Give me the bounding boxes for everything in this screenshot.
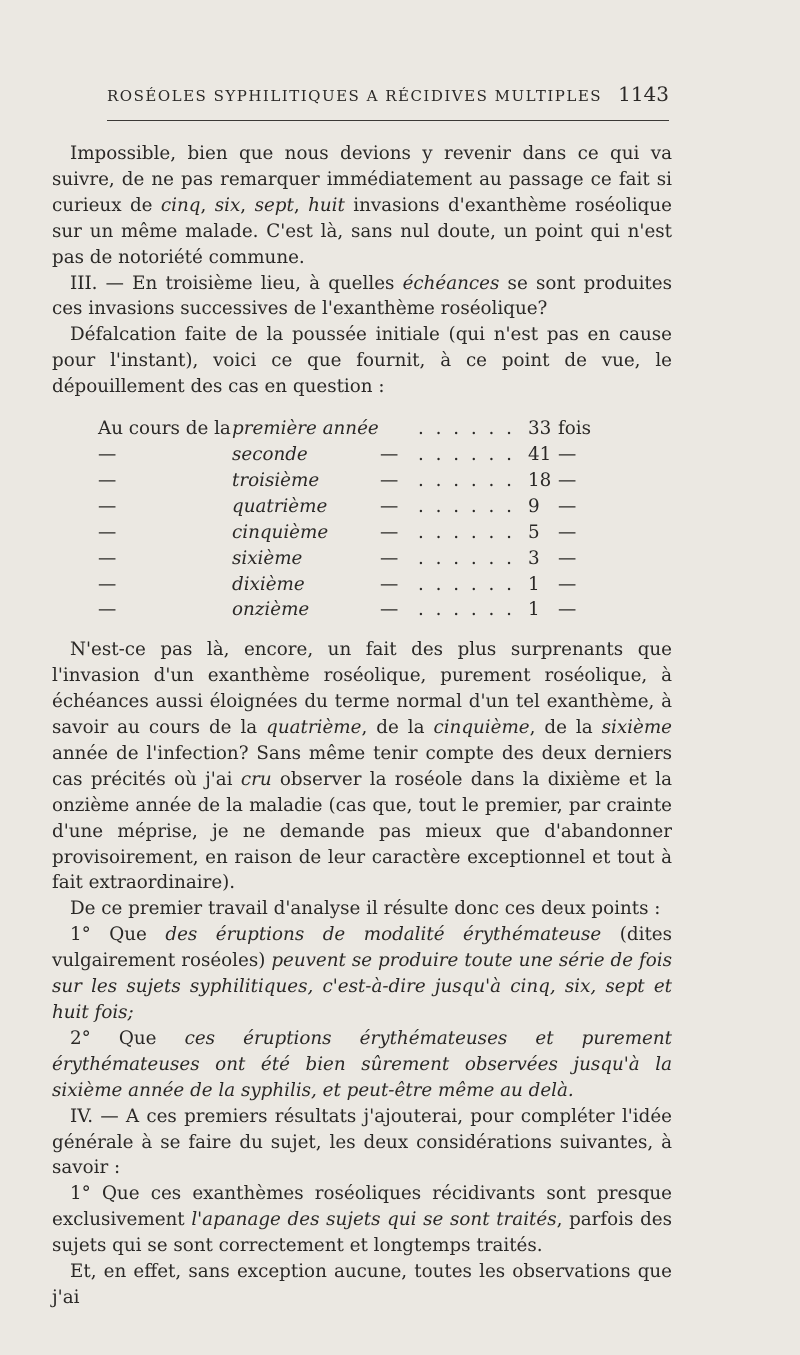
paragraph-10: Et, en effet, sans exception aucune, toutes les observations que j'ai: [52, 1261, 672, 1308]
italic-run: des éruptions de modalité érythémateuse: [165, 924, 602, 946]
paragraph-2: [52, 271, 672, 323]
text-run: , de la: [361, 717, 434, 739]
row-leader-dots: . . . . . .: [418, 521, 515, 543]
text-run: année de l'infection? Sans même tenir compte des deux derniers cas précités où j'ai: [52, 742, 672, 790]
row-unit: —: [558, 469, 577, 491]
text-run: 2° Que: [70, 1027, 185, 1049]
text-run: ,: [240, 194, 255, 216]
row-prefix: —: [98, 599, 117, 621]
table-row: [98, 416, 591, 442]
row-count: 1: [528, 599, 540, 621]
text-run: , parfois des sujets qui se sont correctement et longtemps traités.: [52, 1209, 672, 1257]
paragraph-6: [52, 922, 672, 1026]
text-run: III. — En troisième lieu, à quelles: [70, 272, 403, 294]
italic-run: peuvent se produire toute une série de fois sur les sujets syphilitiques, c'est-à-dire jusqu'à cinq, six, sept et huit fois;: [52, 950, 672, 1023]
row-prefix: Au cours de la: [98, 418, 231, 440]
row-unit: —: [558, 573, 577, 595]
row-dash: —: [380, 469, 399, 491]
body-text: [52, 141, 672, 1311]
row-prefix: —: [98, 443, 117, 465]
row-year: quatrième: [232, 495, 328, 517]
paragraph-3: Défalcation faite de la poussée initiale (qui n'est pas en cause pour l'instant), voici ce que fournit, à ce point de vue, le dépouillement des cas en question :: [52, 324, 672, 398]
text-run: Impossible, bien que nous devions y revenir dans ce qui va suivre, de ne pas remarquer immédiatement au passage ce fait si curieux de: [52, 143, 672, 216]
italic-run: quatrième: [266, 717, 362, 739]
table-row: [98, 572, 591, 598]
italic-run: sept: [254, 194, 294, 216]
row-unit: —: [558, 495, 577, 517]
row-count: 41: [528, 443, 552, 465]
row-dash: —: [380, 599, 399, 621]
row-dash: —: [380, 547, 399, 569]
paragraph-8: IV. — A ces premiers résultats j'ajouterai, pour compléter l'idée générale à se faire du sujet, les deux considérations suivantes, à savoir :: [52, 1105, 672, 1179]
italic-run: échéances: [402, 272, 500, 294]
table-row: [98, 468, 591, 494]
page-header: [107, 82, 669, 106]
text-run: N'est-ce pas là, encore, un fait des plus surprenants que l'invasion d'un exanthème roséolique, purement roséolique, à échéances aussi éloignées du terme normal d'un tel exanthème, à savoir au cours de la: [52, 639, 672, 739]
row-leader-dots: . . . . . .: [418, 547, 515, 569]
text-run: observer la roséole dans la dixième et la onzième année de la maladie (cas que, tout le premier, par crainte d'une méprise, je ne demande pas mieux que d'abandonner provisoirement, en raison de leur caractère exceptionnel et tout à fait extraordinaire).: [52, 768, 672, 894]
header-rule: [107, 120, 669, 121]
italic-run: cinq: [160, 194, 201, 216]
row-year: première année: [232, 418, 379, 440]
row-year: onzième: [232, 599, 310, 621]
italic-run: l'apanage des sujets qui se sont traités: [191, 1209, 557, 1231]
italic-run: six: [214, 194, 241, 216]
italic-run: ces éruptions érythémateuses et purement érythémateuses ont été bien sûrement observées jusqu'à la sixième année de la syphilis, et peut-être même au delà.: [52, 1027, 672, 1101]
row-year: seconde: [232, 443, 308, 465]
row-dash: [380, 416, 418, 442]
italic-run: sixième: [601, 717, 672, 739]
text-run: invasions d'exanthème roséolique sur un même malade. C'est là, sans nul doute, un point qui n'est pas de notoriété commune.: [52, 194, 672, 268]
text-run: ,: [200, 194, 215, 216]
text-run: se sont produites ces invasions successives de l'exanthème roséolique?: [52, 272, 672, 320]
row-leader-dots: . . . . . .: [418, 495, 515, 517]
row-prefix: —: [98, 469, 117, 491]
row-leader-dots: . . . . . .: [418, 443, 515, 465]
row-count: 18: [528, 469, 552, 491]
row-year: cinquième: [232, 521, 329, 543]
row-count: 5: [528, 521, 540, 543]
row-leader-dots: . . . . . .: [418, 469, 515, 491]
text-run: ,: [293, 194, 309, 216]
row-unit: —: [558, 443, 577, 465]
row-dash: —: [380, 573, 399, 595]
paragraph-7: [52, 1026, 672, 1104]
row-unit: —: [558, 599, 577, 621]
occurrence-table: [98, 416, 591, 623]
italic-run: cru: [240, 768, 272, 790]
paragraph-4: [52, 637, 672, 896]
row-year: troisième: [232, 469, 320, 491]
running-title: ROSÉOLES SYPHILITIQUES A RÉCIDIVES MULTIPLES: [107, 87, 603, 105]
row-count: 9: [528, 495, 540, 517]
row-prefix: —: [98, 495, 117, 517]
table-row: [98, 520, 591, 546]
table-row: [98, 442, 591, 468]
table-row: [98, 494, 591, 520]
row-unit: fois: [558, 418, 592, 440]
paragraph-9: [52, 1181, 672, 1259]
paragraph-1: [52, 141, 672, 271]
italic-run: cinquième: [433, 717, 530, 739]
row-dash: —: [380, 521, 399, 543]
paragraph-5: De ce premier travail d'analyse il résulte donc ces deux points :: [70, 898, 661, 920]
row-unit: —: [558, 521, 577, 543]
row-prefix: —: [98, 547, 117, 569]
row-count: 1: [528, 573, 540, 595]
row-year: dixième: [232, 573, 305, 595]
text-run: (dites vulgairement roséoles): [52, 924, 673, 972]
text-run: 1° Que ces exanthèmes roséoliques récidivants sont presque exclusivement: [52, 1183, 672, 1231]
row-count: 33: [528, 418, 552, 440]
row-leader-dots: . . . . . .: [418, 418, 515, 440]
table-row: [98, 546, 591, 572]
text-run: 1° Que: [70, 924, 166, 946]
text-run: , de la: [529, 717, 602, 739]
page-number: 1143: [618, 82, 669, 106]
row-prefix: —: [98, 573, 117, 595]
italic-run: huit: [308, 194, 345, 216]
row-count: 3: [528, 547, 540, 569]
row-prefix: —: [98, 521, 117, 543]
row-dash: —: [380, 495, 399, 517]
row-unit: —: [558, 547, 577, 569]
row-leader-dots: . . . . . .: [418, 599, 515, 621]
row-leader-dots: . . . . . .: [418, 573, 515, 595]
row-year: sixième: [232, 547, 303, 569]
row-dash: —: [380, 443, 399, 465]
table-row: [98, 597, 591, 623]
